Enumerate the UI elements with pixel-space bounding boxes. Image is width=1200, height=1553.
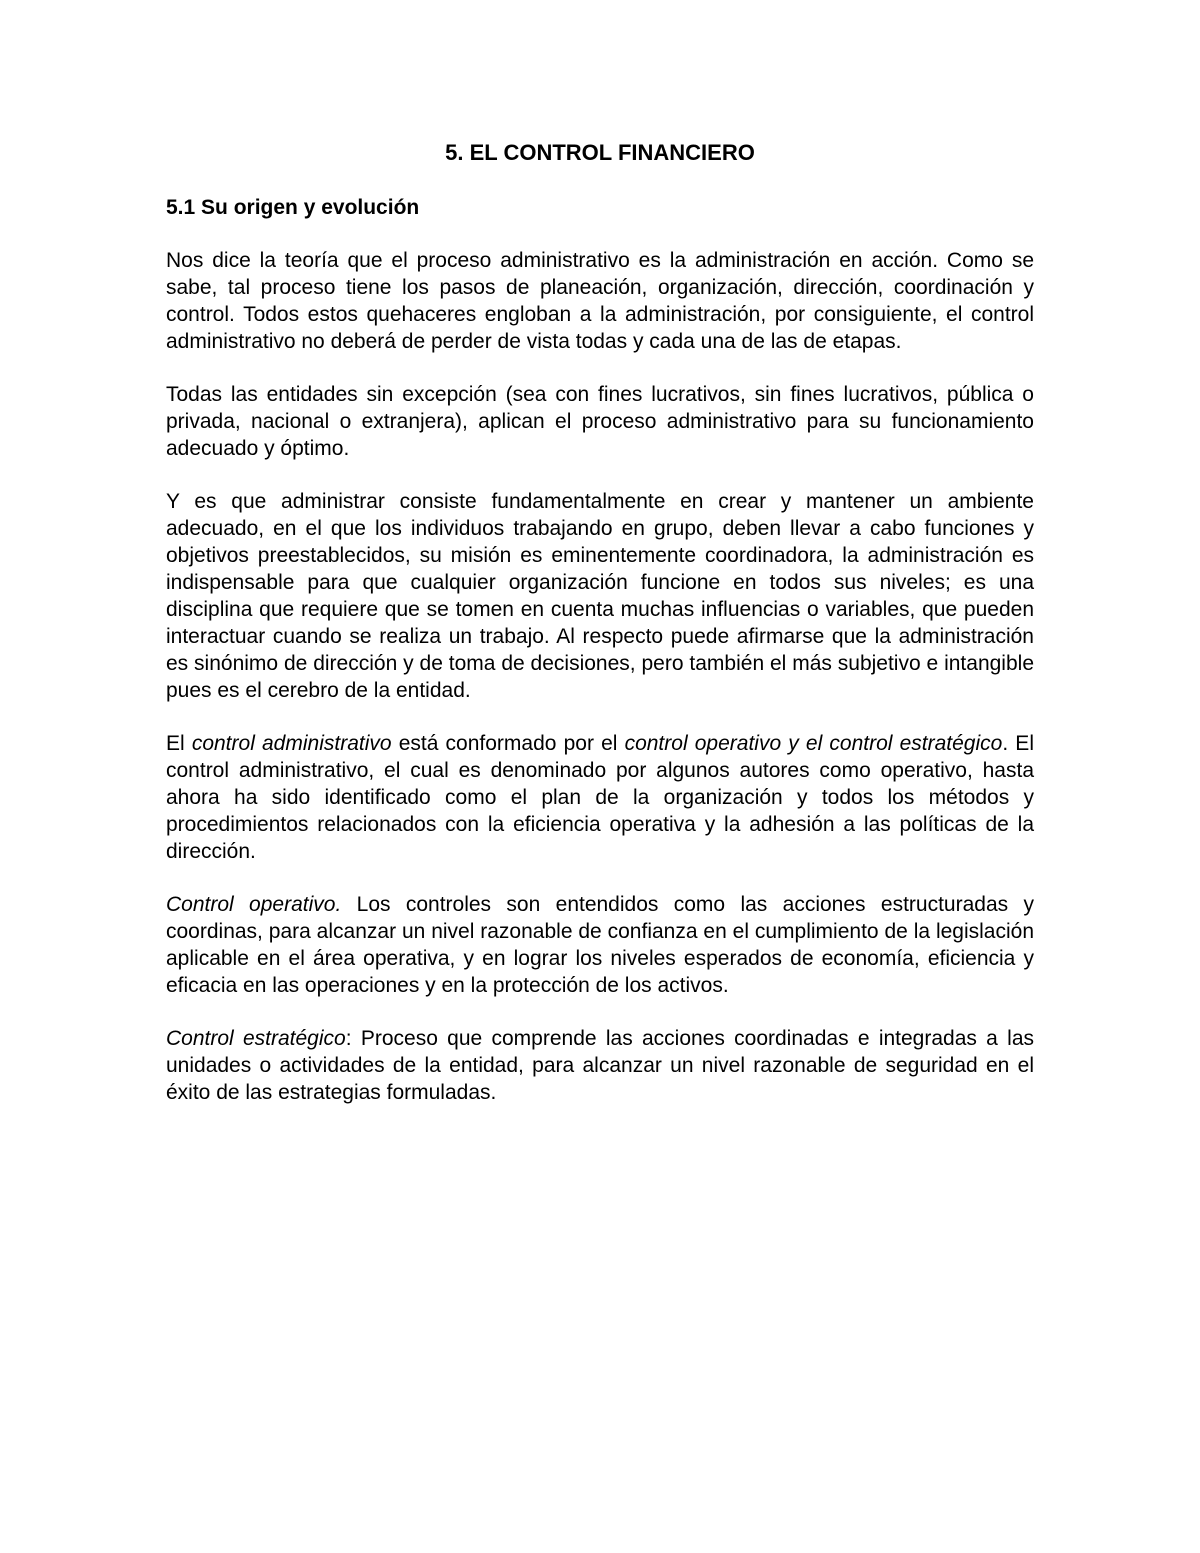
- paragraph-2: Todas las entidades sin excepción (sea con fines lucrativos, sin fines lucrativos, pública o privada, nacional o extranjera), aplican el proceso administrativo para su funcionamiento adecuado y óptimo.: [166, 383, 1034, 460]
- paragraph-4-text-2: está conformado por el: [391, 732, 625, 755]
- paragraph-6-text-1: : Proceso que comprende las acciones coordinadas e integradas a las unidades o actividades de la entidad, para alcanzar un nivel razonable de seguridad en el éxito de las estrategias formuladas.: [166, 1027, 1034, 1104]
- section-heading: 5.1 Su origen y evolución: [166, 196, 420, 219]
- page-title: 5. EL CONTROL FINANCIERO: [445, 140, 755, 165]
- paragraph-5-italic-1: Control operativo.: [166, 893, 342, 916]
- paragraph-4-italic-1: control administrativo: [191, 732, 392, 755]
- paragraph-6-italic-1: Control estratégico: [166, 1027, 346, 1050]
- paragraph-4-italic-2: control operativo y el control estratégico: [624, 732, 1003, 755]
- document-body: [166, 138, 1034, 1132]
- paragraph-3: Y es que administrar consiste fundamentalmente en crear y mantener un ambiente adecuado, en el que los individuos trabajando en grupo, deben llevar a cabo funciones y objetivos preestablecidos, su misión es eminentemente coordinadora, la administración es indispensable para que cualquier organización funcione en todos sus niveles; es una disciplina que requiere que se tomen en cuenta muchas influencias o variables, que pueden interactuar cuando se realiza un trabajo. Al respecto puede afirmarse que la administración es sinónimo de dirección y de toma de decisiones, pero también el más subjetivo e intangible pues es el cerebro de la entidad.: [166, 490, 1034, 702]
- paragraph-5: [166, 891, 1034, 999]
- paragraph-5-text-1: Los controles son entendidos como las acciones estructuradas y coordinas, para alcanzar un nivel razonable de confianza en el cumplimiento de la legislación aplicable en el área operativa, y en lograr los niveles esperados de economía, eficiencia y eficacia en las operaciones y en la protección de los activos.: [166, 893, 1034, 997]
- paragraph-4-text-1: El: [166, 732, 192, 755]
- paragraph-6: [166, 1025, 1034, 1106]
- paragraph-4-text-3: . El control administrativo, el cual es denominado por algunos autores como operativo, hasta ahora ha sido identificado como el plan de la organización y todos los métodos y procedimientos relacionados con la eficiencia operativa y la adhesión a las políticas de la dirección.: [166, 732, 1034, 863]
- paragraph-4: [166, 730, 1034, 865]
- paragraph-1: Nos dice la teoría que el proceso administrativo es la administración en acción. Como se sabe, tal proceso tiene los pasos de planeación, organización, dirección, coordinación y control. Todos estos quehaceres engloban a la administración, por consiguiente, el control administrativo no deberá de perder de vista todas y cada una de las de etapas.: [166, 249, 1034, 353]
